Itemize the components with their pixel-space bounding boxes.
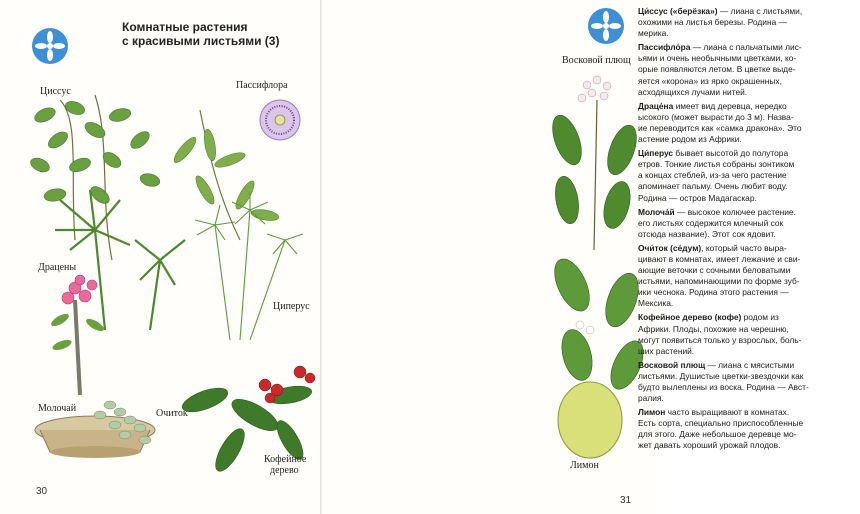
right-page	[322, 0, 809, 514]
text-line: астение родом из Африки.	[638, 134, 742, 145]
paragraph-cyperus	[638, 148, 860, 203]
text-line: цивают в комнатах, имеет лежачие и сви-	[638, 253, 801, 264]
title-line: Комнатные растения	[122, 20, 248, 34]
paragraph-lemon	[638, 407, 860, 451]
paragraph-hoya	[638, 360, 860, 404]
text-line: часто выращивают в комнатах.	[665, 407, 790, 418]
text-line: а концах стеблей, из-за чего растение	[638, 170, 787, 181]
text-line: его листьях содержится млечный сок	[638, 217, 784, 228]
paragraph-dracaena	[638, 101, 860, 145]
text-line: ысокого (может вырасти до 3 м). Назва-	[638, 111, 794, 122]
term: Восковой плющ	[638, 359, 706, 370]
label-hoya: Восковой плющ	[562, 55, 631, 66]
text-line: родом из	[741, 312, 779, 323]
label-coffee-line2: дерево	[270, 465, 299, 476]
hoya-illustration	[547, 76, 642, 250]
label-sedum: Очиток	[156, 408, 188, 419]
label-euphorbia: Молочай	[38, 403, 77, 414]
paragraph-coffee	[638, 312, 860, 356]
text-line: могут появиться только у взрослых, боль-	[638, 334, 802, 345]
text-line: жет давать хороший урожай плодов.	[638, 440, 781, 451]
paragraph-cissus	[638, 6, 860, 39]
text-line: асходящихся лучами нитей.	[638, 86, 748, 97]
text-line: орые появляются летом. В цветке выде-	[638, 64, 796, 75]
text-line: ралия.	[638, 393, 664, 404]
term: Пассифло́ра	[638, 42, 691, 53]
text-line: для этого. Даже небольшое деревце мо-	[638, 429, 797, 440]
label-passiflora: Пассифлора	[236, 80, 288, 91]
text-line: ьями и очень необычными цветками, ко-	[638, 53, 797, 64]
right-plants-illustration	[322, 0, 659, 514]
term: Лимон	[638, 407, 666, 418]
paragraph-sedum	[638, 243, 860, 310]
text-line: , который часто выра-	[701, 242, 787, 253]
text-line: етров. Тонкие листья собраны зонтиком	[638, 159, 795, 170]
text-line: Африки. Плоды, похожие на черешню,	[638, 323, 789, 334]
label-dracaena: Драцены	[38, 262, 77, 273]
text-line: Есть сорта, специально приспособленные	[638, 418, 804, 429]
text-line: бывает высотой до полутора	[673, 148, 789, 159]
paragraph-passiflora	[638, 42, 860, 97]
text-line: ших растений.	[638, 345, 695, 356]
euphorbia-illustration	[49, 275, 105, 395]
text-line: — высокое колючее растение.	[674, 206, 796, 217]
text-line: имеет вид деревца, нередко	[673, 100, 787, 111]
term: Ци́перус	[638, 148, 674, 159]
term: Ци́ссус («берёзка»)	[638, 6, 718, 16]
passiflora-illustration	[171, 100, 300, 240]
plants-illustration	[0, 0, 322, 514]
cyperus-illustration	[195, 192, 303, 340]
text-line: яется «корона» из ярко окрашенных,	[638, 75, 782, 86]
text-line: ие переводится как «самка дракона». Это	[638, 122, 802, 133]
text-line: ающие веточки с сочными беловатыми	[638, 265, 791, 276]
term: Драце́на	[638, 100, 674, 111]
description-column	[638, 6, 860, 455]
text-line: мерика.	[638, 28, 669, 39]
page-number-left: 30	[36, 486, 48, 497]
term: Очи́ток (се́дум)	[638, 242, 702, 253]
label-coffee-line1: Кофейное	[264, 454, 307, 465]
text-line: листьями. Душистые цветки-звездочки как	[638, 370, 804, 381]
text-line: охожими на листья березы. Родина —	[638, 17, 787, 28]
text-line: — лиана с пальчатыми лис-	[690, 42, 802, 53]
text-line: — лиана с листьями,	[717, 6, 803, 16]
lemon-illustration	[547, 254, 649, 458]
paragraph-euphorbia	[638, 207, 860, 240]
label-lemon: Лимон	[570, 460, 599, 471]
text-line: будто вылеплены из воска. Родина — Авст-	[638, 382, 809, 392]
text-line: ики чеснока. Родина этого растения —	[638, 287, 789, 298]
text-line: Мексика.	[638, 298, 674, 309]
text-line: Родина — остров Мадагаскар.	[638, 192, 757, 203]
text-line: апоминает пальму. Очень любит воду.	[638, 181, 788, 192]
term: Кофейное дерево (кофе)	[638, 312, 742, 323]
label-cyperus: Циперус	[273, 301, 310, 312]
page-number-right: 31	[620, 495, 632, 506]
term: Молоча́й	[638, 206, 675, 217]
label-cissus: Циссус	[40, 86, 71, 97]
text-line: истьями, напоминающими по форме зуб-	[638, 276, 800, 287]
pot-illustration	[35, 416, 155, 458]
left-page	[0, 0, 322, 514]
title-line: с красивыми листьями (3)	[122, 34, 280, 48]
text-line: — лиана с мясистыми	[705, 359, 795, 370]
text-line: отсюда название). Этот сок ядовит.	[638, 228, 776, 239]
